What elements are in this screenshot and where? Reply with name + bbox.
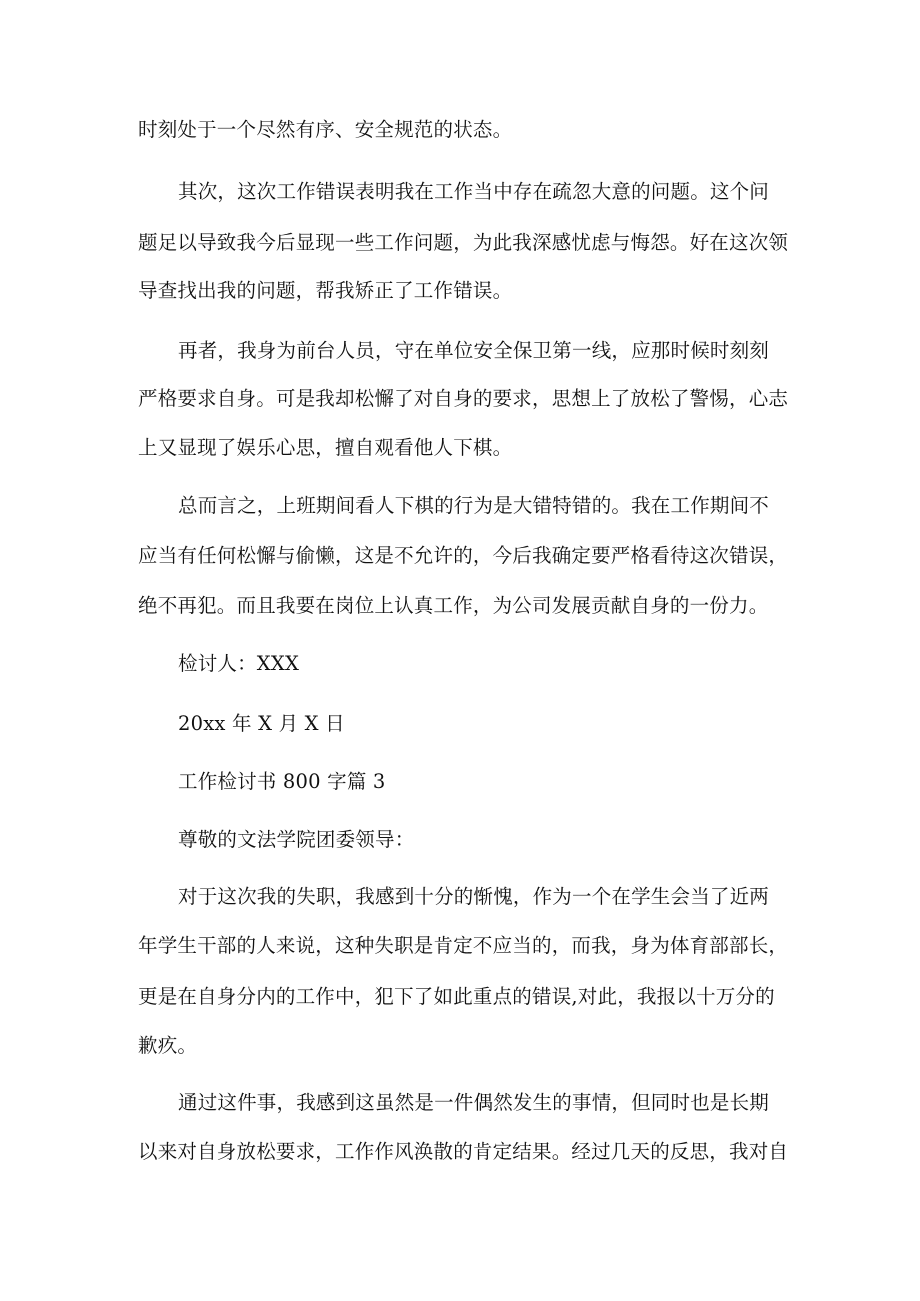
paragraph-5-line-4: 歉疚。 [138,1034,198,1057]
paragraph-3-line-1: 再者，我身为前台人员，守在单位安全保卫第一线，应那时候时刻刻 [178,339,770,362]
signature: 检讨人：XXX [178,652,300,675]
paragraph-3-line-2: 严格要求自身。可是我却松懈了对自身的要求，思想上了放松了警惕，心志 [138,387,789,410]
paragraph-2-line-1: 其次，这次工作错误表明我在工作当中存在疏忽大意的问题。这个问 [178,180,770,203]
date: 20xx 年 X 月 X 日 [178,712,345,735]
paragraph-6-line-2: 以来对自身放松要求，工作作风涣散的肯定结果。经过几天的反思，我对自 [138,1140,789,1163]
paragraph-2-line-3: 导查找出我的问题，帮我矫正了工作错误。 [138,279,513,302]
paragraph-3-line-3: 上又显现了娱乐心思，擅自观看他人下棋。 [138,436,513,459]
paragraph-1-line-1: 时刻处于一个尽然有序、安全规范的状态。 [138,118,513,141]
paragraph-2-line-2: 题足以导致我今后显现一些工作问题，为此我深感忧虑与悔怨。好在这次领 [138,231,789,254]
paragraph-6-line-1: 通过这件事，我感到这虽然是一件偶然发生的事情，但同时也是长期 [178,1091,770,1114]
section-title: 工作检讨书 800 字篇 3 [178,770,386,793]
paragraph-5-line-3: 更是在自身分内的工作中，犯下了如此重点的错误,对此，我报以十万分的 [138,985,775,1008]
paragraph-5-line-1: 对于这次我的失职，我感到十分的惭愧，作为一个在学生会当了近两 [178,885,770,908]
paragraph-4-line-3: 绝不再犯。而且我要在岗位上认真工作，为公司发展贡献自身的一份力。 [138,594,769,617]
salutation: 尊敬的文法学院团委领导： [178,828,415,851]
paragraph-5-line-2: 年学生干部的人来说，这种失职是肯定不应当的，而我，身为体育部部长， [138,934,789,957]
paragraph-4-line-1: 总而言之，上班期间看人下棋的行为是大错特错的。我在工作期间不 [178,494,770,517]
paragraph-4-line-2: 应当有任何松懈与偷懒，这是不允许的，今后我确定要严格看待这次错误， [138,544,789,567]
